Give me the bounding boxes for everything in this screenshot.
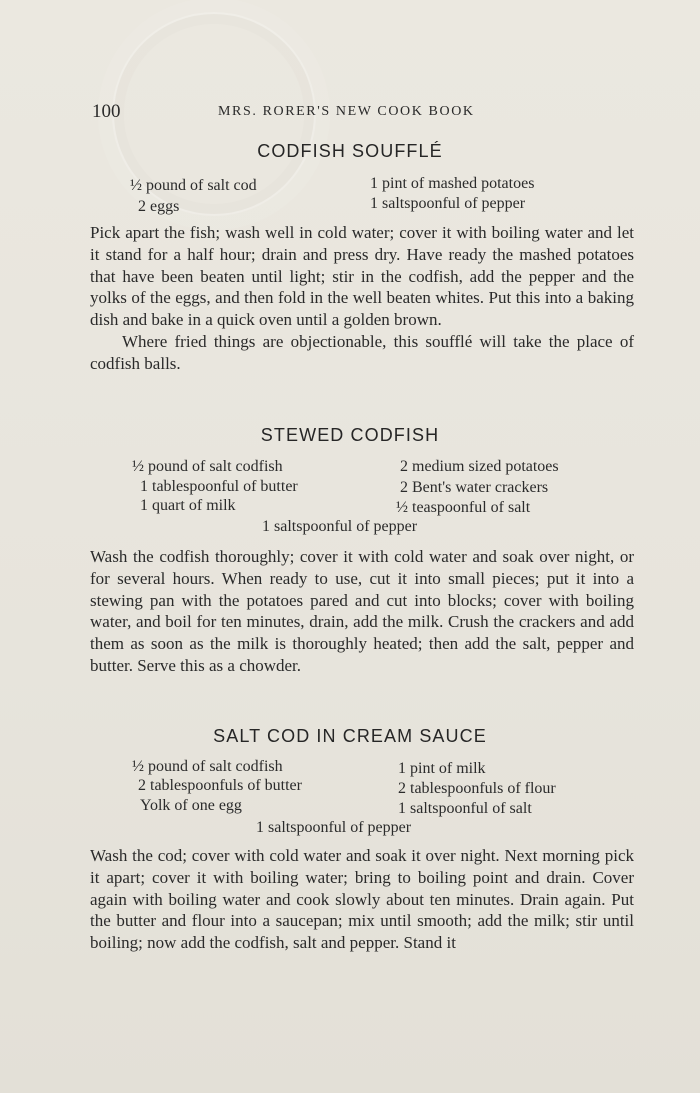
recipe-directions (90, 222, 634, 375)
ingredient: 1 saltspoonful of salt (398, 800, 532, 817)
ingredient: 1 saltspoonful of pepper (262, 518, 418, 535)
ingredient: 2 medium sized potatoes (400, 458, 559, 475)
ingredient: ½ pound of salt codfish (132, 758, 283, 775)
recipe-directions (90, 546, 634, 677)
ingredient: 2 tablespoonfuls of butter (138, 777, 302, 794)
ingredient: 2 eggs (138, 198, 180, 215)
ingredient: ½ teaspoonful of salt (396, 499, 531, 516)
paragraph: Wash the codfish thoroughly; cover it with cold water and soak over night, or for several hours. When ready to use, cut it into small pieces; put it into a stewing pan with the potatoes pared and cut into blocks; cover with boiling water, and boil for ten minutes, drain, add the milk. Crush the crackers and add them as soon as the milk is thoroughly heated; then add the salt, pepper and butter. Serve this as a chowder. (90, 547, 634, 675)
book-title: MRS. RORER'S NEW COOK BOOK (218, 104, 475, 119)
ingredient: ½ pound of salt cod (130, 177, 257, 194)
ingredient: 2 Bent's water crackers (400, 479, 549, 496)
recipe-title-codfish-souffle: CODFISH SOUFFLÉ (257, 141, 443, 161)
paragraph: Where fried things are objectionable, this soufflé will take the place of codfish balls. (90, 331, 634, 373)
ingredient: Yolk of one egg (140, 797, 242, 814)
running-head (92, 101, 632, 123)
ingredient: 1 quart of milk (140, 497, 236, 514)
ingredient: 1 pint of mashed potatoes (370, 175, 535, 192)
recipe-directions (90, 845, 634, 954)
ingredient: 1 saltspoonful of pepper (370, 195, 526, 212)
recipe-title-salt-cod-cream-sauce: SALT COD IN CREAM SAUCE (213, 726, 487, 746)
ingredient: 2 tablespoonfuls of flour (398, 780, 556, 797)
recipe-title-stewed-codfish: STEWED CODFISH (260, 425, 440, 445)
page-number: 100 (92, 101, 121, 122)
paragraph: Wash the cod; cover with cold water and soak it over night. Next morning pick it apart; cover it with boiling water; bring to boiling point and drain. Cover again with boiling water and cook slowly about ten minutes. Drain again. Put the butter and flour into a saucepan; mix until smooth; add the milk; stir until boiling; now add the codfish, salt and pepper. Stand it (90, 846, 634, 953)
ingredient: 1 pint of milk (398, 760, 486, 777)
ingredient: ½ pound of salt codfish (132, 458, 283, 475)
ingredient: 1 tablespoonful of butter (140, 478, 298, 495)
paragraph: Pick apart the fish; wash well in cold water; cover it with boiling water and let it stand for a half hour; drain and press dry. Have ready the mashed potatoes that have been beaten until light; stir in the codfish, add the pepper and the yolks of the eggs, and then fold in the well beaten whites. Put this into a baking dish and bake in a quick oven until a golden brown. (90, 223, 634, 330)
ingredient: 1 saltspoonful of pepper (256, 819, 412, 836)
